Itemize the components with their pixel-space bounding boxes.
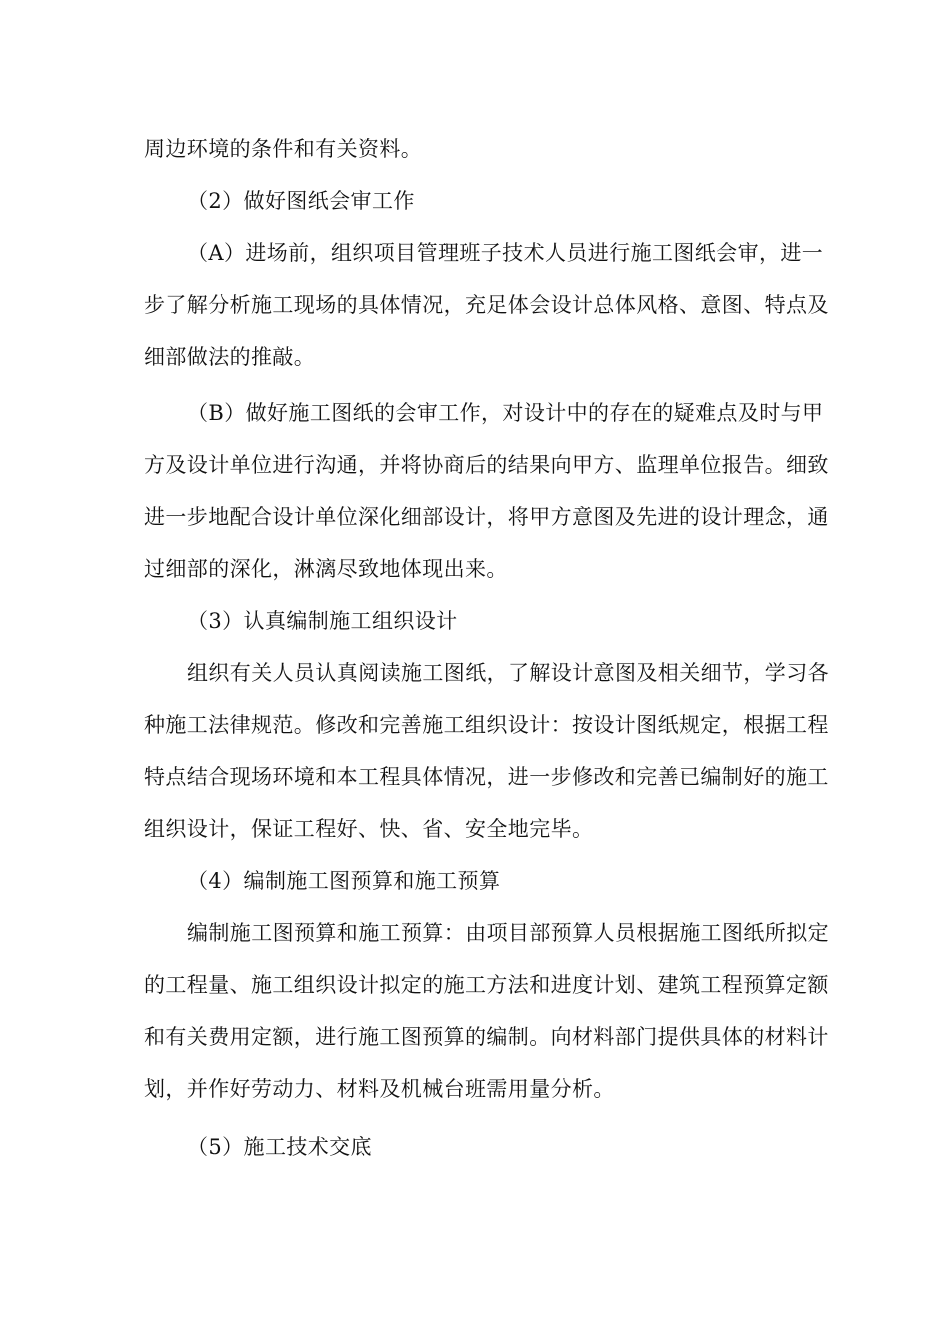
paragraph-4-line-2: 的工程量、施工组织设计拟定的施工方法和进度计划、建筑工程预算定额 <box>144 973 829 997</box>
section-heading-4: （4）编制施工图预算和施工预算 <box>187 869 501 893</box>
paragraph-3-line-2: 种施工法律规范。修改和完善施工组织设计：按设计图纸规定，根据工程 <box>144 713 829 737</box>
paragraph-b-line-3: 进一步地配合设计单位深化细部设计，将甲方意图及先进的设计理念，通 <box>144 505 829 529</box>
paragraph-4-line-3: 和有关费用定额，进行施工图预算的编制。向材料部门提供具体的材料计 <box>144 1025 829 1049</box>
paragraph-a-line-1: （A）进场前，组织项目管理班子技术人员进行施工图纸会审，进一 <box>187 241 824 265</box>
paragraph-4-line-4: 划，并作好劳动力、材料及机械台班需用量分析。 <box>144 1077 615 1101</box>
paragraph-4-line-1: 编制施工图预算和施工预算：由项目部预算人员根据施工图纸所拟定 <box>187 921 829 945</box>
paragraph-continuation-line: 周边环境的条件和有关资料。 <box>144 137 423 161</box>
paragraph-a-line-3: 细部做法的推敲。 <box>144 345 316 369</box>
paragraph-a-line-2: 步了解分析施工现场的具体情况，充足体会设计总体风格、意图、特点及 <box>144 293 829 317</box>
paragraph-3-line-4: 组织设计，保证工程好、快、省、安全地完毕。 <box>144 817 594 841</box>
paragraph-b-line-1: （B）做好施工图纸的会审工作，对设计中的存在的疑难点及时与甲 <box>187 401 824 425</box>
paragraph-3-line-1: 组织有关人员认真阅读施工图纸，了解设计意图及相关细节，学习各 <box>187 661 829 685</box>
paragraph-3-line-3: 特点结合现场环境和本工程具体情况，进一步修改和完善已编制好的施工 <box>144 765 829 789</box>
section-heading-3: （3）认真编制施工组织设计 <box>187 609 458 633</box>
paragraph-b-line-2: 方及设计单位进行沟通，并将协商后的结果向甲方、监理单位报告。细致 <box>144 453 829 477</box>
paragraph-b-line-4: 过细部的深化，淋漓尽致地体现出来。 <box>144 557 508 581</box>
section-heading-2: （2）做好图纸会审工作 <box>187 189 415 213</box>
section-heading-5: （5）施工技术交底 <box>187 1135 372 1159</box>
